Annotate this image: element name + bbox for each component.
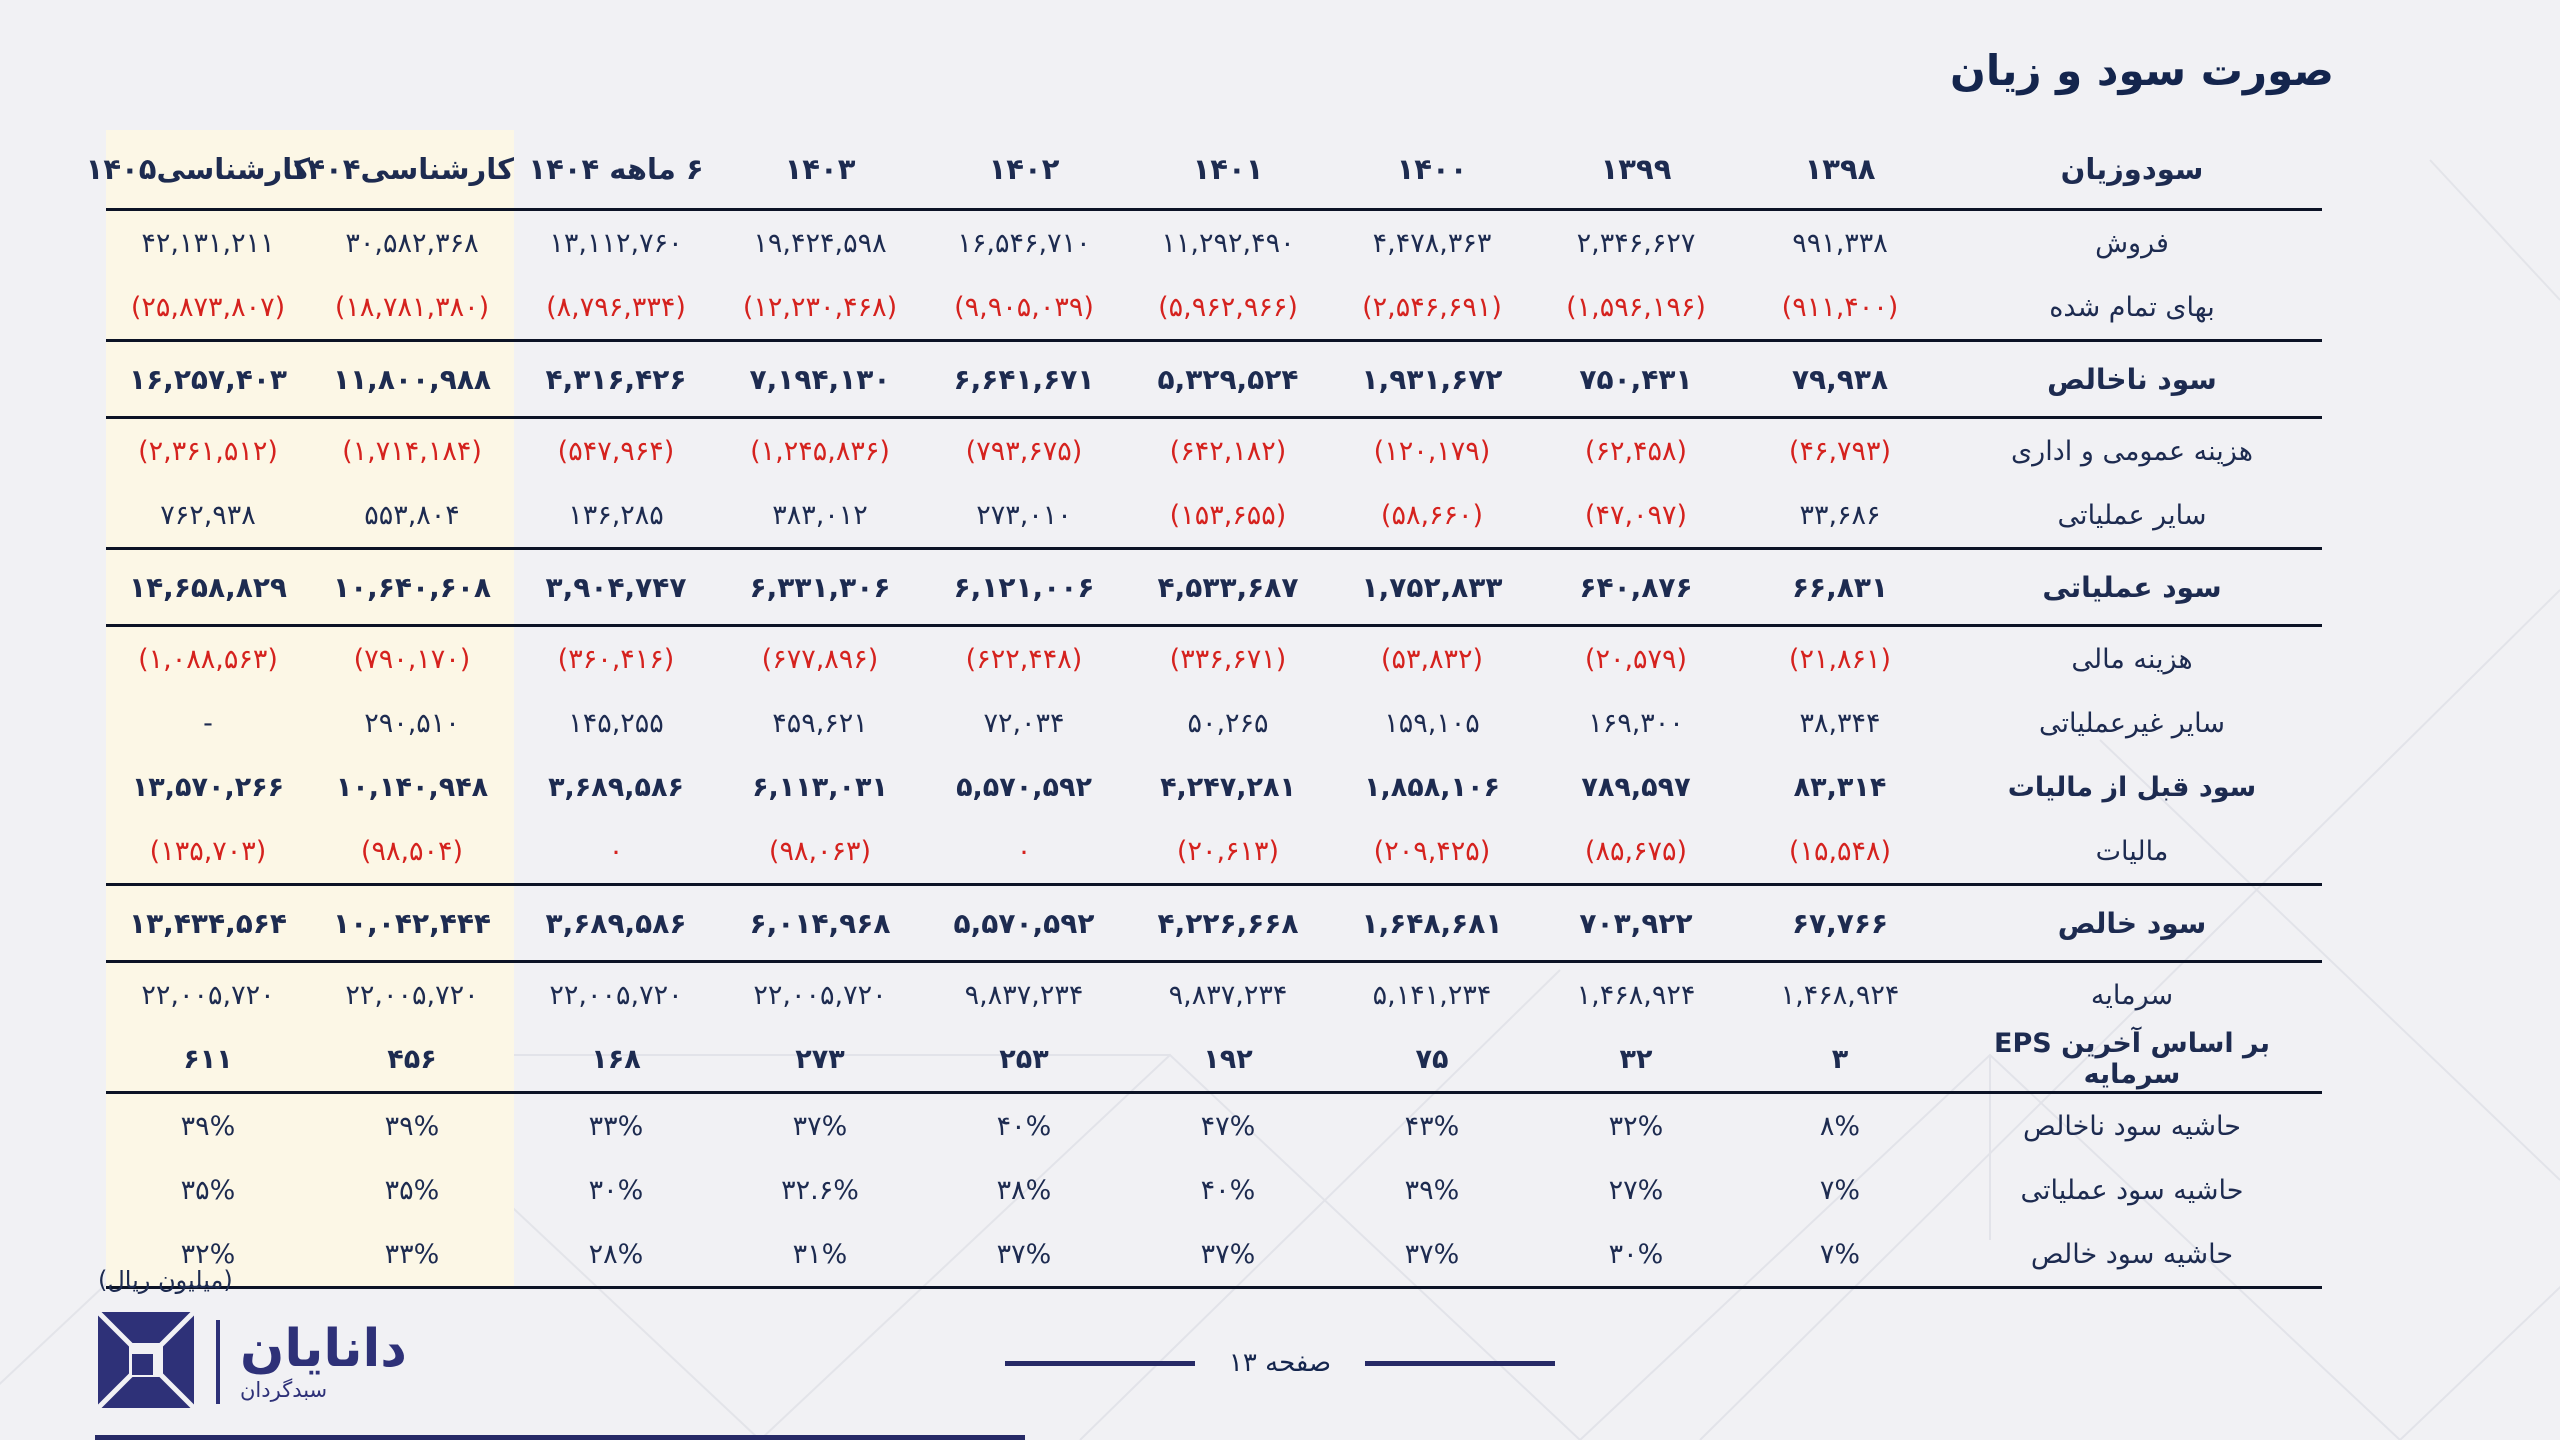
logo-subtitle: سبدگردان xyxy=(240,1378,328,1403)
cell-value: ۱۰,۶۴۰,۶۰۸ xyxy=(310,549,514,626)
cell-value: ۲۲,۰۰۵,۷۲۰ xyxy=(549,979,683,1011)
cell-value: (۱,۷۱۴,۱۸۴) xyxy=(310,418,514,484)
cell-value: ۱۶۹,۳۰۰ xyxy=(1588,707,1684,739)
cell-value: ۳۸% xyxy=(996,1174,1052,1206)
cell-value: ۹۹۱,۳۳۸ xyxy=(1792,227,1888,259)
row-label: سرمایه xyxy=(2090,979,2174,1011)
cell-value: ۲۲,۰۰۵,۷۲۰ xyxy=(310,962,514,1028)
cell-value: - xyxy=(106,691,310,755)
table-row xyxy=(106,626,2322,692)
cell-value: (۲۰,۶۱۳) xyxy=(1176,835,1280,867)
cell-value: (۲,۵۴۶,۶۹۱) xyxy=(1362,291,1502,323)
cell-value: ۱۳,۱۱۲,۷۶۰ xyxy=(549,227,683,259)
cell-value: ۳,۹۰۴,۷۴۷ xyxy=(514,549,718,626)
cell-value: (۶۷۷,۸۹۶) xyxy=(761,643,879,675)
page-indicator xyxy=(0,1348,2560,1378)
cell-value: ۲۸% xyxy=(514,1222,718,1288)
cell-value: (۶۲,۴۵۸) xyxy=(1584,435,1688,467)
cell-value: (۶۲۲,۴۴۸) xyxy=(965,643,1083,675)
cell-value: ۳۰% xyxy=(588,1174,644,1206)
row-label: فروش xyxy=(2095,227,2169,259)
cell-value: ۷۵۰,۴۳۱ xyxy=(1534,341,1738,418)
cell-value: (۲۱,۸۶۱) xyxy=(1788,643,1892,675)
table-row xyxy=(106,1222,2322,1288)
cell-value: ۲۹۰,۵۱۰ xyxy=(310,691,514,755)
cell-value: ۶,۱۱۳,۰۳۱ xyxy=(752,771,888,803)
profit-loss-table xyxy=(85,130,2322,1289)
cell-value: ۰ xyxy=(1016,835,1032,867)
cell-value: (۷۹۳,۶۷۵) xyxy=(965,435,1083,467)
cell-value: ۳۳,۶۸۶ xyxy=(1799,499,1881,531)
footer-edge-line xyxy=(95,1435,1025,1440)
table-row xyxy=(106,549,2322,626)
cell-value: ۷۰۳,۹۲۲ xyxy=(1534,885,1738,962)
cell-value: ۲۵۳ xyxy=(922,1027,1126,1093)
cell-value: ۱۹۲ xyxy=(1126,1027,1330,1093)
cell-value: ۱,۹۳۱,۶۷۲ xyxy=(1330,341,1534,418)
cell-value: ۴۵۶ xyxy=(310,1027,514,1093)
table-row xyxy=(106,691,2322,755)
cell-value: ۱۴۵,۲۵۵ xyxy=(568,707,664,739)
cell-value: ۱۶,۵۴۶,۷۱۰ xyxy=(957,227,1091,259)
cell-value: ۳۵% xyxy=(106,1158,310,1222)
cell-value: ۳ xyxy=(1738,1027,1942,1093)
cell-value: ۴۷% xyxy=(1200,1110,1256,1142)
cell-value: (۱۵۳,۶۵۵) xyxy=(1169,499,1287,531)
cell-value: (۲۰۹,۴۲۵) xyxy=(1373,835,1491,867)
cell-value: ۳۲ xyxy=(1534,1027,1738,1093)
cell-value: ۴۰% xyxy=(996,1110,1052,1142)
row-label: حاشیه سود ناخالص xyxy=(2023,1110,2241,1142)
cell-value: ۱۱,۸۰۰,۹۸۸ xyxy=(310,341,514,418)
cell-value: ۶,۱۲۱,۰۰۶ xyxy=(922,549,1126,626)
year-column-header: کارشناسی۱۴۰۴ xyxy=(310,130,514,210)
cell-value: ۴۵۹,۶۲۱ xyxy=(772,707,868,739)
cell-value: ۸% xyxy=(1819,1110,1861,1142)
cell-value: ۳۰% xyxy=(1534,1222,1738,1288)
cell-value: ۱,۴۶۸,۹۲۴ xyxy=(1780,979,1900,1011)
row-label: سود عملیاتی xyxy=(1942,549,2322,626)
logo-brand-name: دانایان xyxy=(240,1318,407,1379)
cell-value: ۸۳,۳۱۴ xyxy=(1793,771,1887,803)
page-rule-right xyxy=(1365,1361,1555,1366)
year-column-header: ۱۳۹۹ xyxy=(1534,130,1738,210)
cell-value: ۶,۰۱۴,۹۶۸ xyxy=(718,885,922,962)
cell-value: ۱۴,۶۵۸,۸۲۹ xyxy=(106,549,310,626)
row-label: سود خالص xyxy=(1942,885,2322,962)
cell-value: (۴۷,۰۹۷) xyxy=(1584,499,1688,531)
cell-value: ۲۷% xyxy=(1608,1174,1664,1206)
cell-value: ۶,۶۴۱,۶۷۱ xyxy=(922,341,1126,418)
cell-value: ۵,۵۷۰,۵۹۲ xyxy=(956,771,1092,803)
table-row xyxy=(106,483,2322,549)
cell-value: ۳,۶۸۹,۵۸۶ xyxy=(548,771,684,803)
cell-value: (۲۰,۵۷۹) xyxy=(1584,643,1688,675)
cell-value: ۴,۲۴۷,۲۸۱ xyxy=(1160,771,1296,803)
cell-value: (۳۶۰,۴۱۶) xyxy=(557,643,675,675)
cell-value: ۳۱% xyxy=(718,1222,922,1288)
cell-value: ۵,۵۷۰,۵۹۲ xyxy=(922,885,1126,962)
cell-value: ۴۳% xyxy=(1404,1110,1460,1142)
cell-value: ۷۹,۹۳۸ xyxy=(1738,341,1942,418)
cell-value: ۳۳% xyxy=(310,1222,514,1288)
cell-value: (۵,۹۶۲,۹۶۶) xyxy=(1158,291,1298,323)
cell-value: (۱۳۵,۷۰۳) xyxy=(106,819,310,885)
cell-value: ۱۱,۲۹۲,۴۹۰ xyxy=(1161,227,1295,259)
cell-value: ۹,۸۳۷,۲۳۴ xyxy=(964,979,1084,1011)
cell-value: (۹۱۱,۴۰۰) xyxy=(1781,291,1899,323)
cell-value: (۶۴۲,۱۸۲) xyxy=(1169,435,1287,467)
cell-value: ۵,۳۲۹,۵۲۴ xyxy=(1126,341,1330,418)
cell-value: ۲۲,۰۰۵,۷۲۰ xyxy=(753,979,887,1011)
cell-value: ۳,۶۸۹,۵۸۶ xyxy=(514,885,718,962)
cell-value: ۱۳,۴۳۴,۵۶۴ xyxy=(106,885,310,962)
cell-value: (۱,۰۸۸,۵۶۳) xyxy=(106,626,310,692)
cell-value: (۹,۹۰۵,۰۳۹) xyxy=(954,291,1094,323)
cell-value: ۶۶,۸۳۱ xyxy=(1738,549,1942,626)
row-label: سایر عملیاتی xyxy=(2057,499,2207,531)
row-label: هزینه عمومی و اداری xyxy=(2011,435,2253,467)
cell-value: ۳۷% xyxy=(1126,1222,1330,1288)
cell-value: ۴,۲۲۶,۶۶۸ xyxy=(1126,885,1330,962)
page-number-label: صفحه ۱۳ xyxy=(1228,1348,1332,1378)
table-row xyxy=(106,1027,2322,1093)
cell-value: (۱۲,۲۳۰,۴۶۸) xyxy=(742,291,898,323)
table-row xyxy=(106,1158,2322,1222)
cell-value: ۵,۱۴۱,۲۳۴ xyxy=(1372,979,1492,1011)
page-rule-left xyxy=(1005,1361,1195,1366)
row-label: هزینه مالی xyxy=(2071,643,2193,675)
cell-value: ۱,۶۴۸,۶۸۱ xyxy=(1330,885,1534,962)
cell-value: ۳۳% xyxy=(588,1110,644,1142)
year-column-header: کارشناسی۱۴۰۵ xyxy=(106,130,310,210)
cell-value: ۳۷% xyxy=(792,1110,848,1142)
unit-note: (میلیون ریال) xyxy=(98,1266,233,1294)
row-label-header: سودوزیان xyxy=(1942,130,2322,210)
year-column-header: ۱۴۰۳ xyxy=(718,130,922,210)
row-label: سایر غیرعملیاتی xyxy=(2038,707,2226,739)
cell-value: ۲,۳۴۶,۶۲۷ xyxy=(1576,227,1696,259)
row-label: بهای تمام شده xyxy=(2049,291,2215,323)
header-row xyxy=(106,130,2322,210)
cell-value: (۳۳۶,۶۷۱) xyxy=(1169,643,1287,675)
cell-value: ۷% xyxy=(1738,1222,1942,1288)
cell-value: ۱۵۹,۱۰۵ xyxy=(1384,707,1480,739)
cell-value: ۳۲.۶% xyxy=(781,1174,859,1206)
cell-value: ۲۷۳,۰۱۰ xyxy=(976,499,1072,531)
cell-value: ۱۰,۰۴۲,۴۴۴ xyxy=(310,885,514,962)
cell-value: ۷,۱۹۴,۱۳۰ xyxy=(718,341,922,418)
year-column-header: ۶ ماهه ۱۴۰۴ xyxy=(514,130,718,210)
page-title: صورت سود و زیان xyxy=(1949,46,2334,95)
row-label: سود قبل از مالیات xyxy=(2007,771,2257,803)
cell-value: (۷۹۰,۱۷۰) xyxy=(310,626,514,692)
table-row xyxy=(106,418,2322,484)
cell-value: ۳۷% xyxy=(922,1222,1126,1288)
year-column-header: ۱۴۰۰ xyxy=(1330,130,1534,210)
table-row xyxy=(106,1093,2322,1159)
cell-value: ۱۳,۵۷۰,۲۶۶ xyxy=(106,755,310,819)
cell-value: ۲۷۳ xyxy=(718,1027,922,1093)
cell-value: (۱,۲۴۵,۸۳۶) xyxy=(750,435,890,467)
cell-value: ۰ xyxy=(608,835,624,867)
cell-value: ۱۶,۲۵۷,۴۰۳ xyxy=(106,341,310,418)
cell-value: ۵۰,۲۶۵ xyxy=(1187,707,1269,739)
cell-value: (۸۵,۶۷۵) xyxy=(1584,835,1688,867)
cell-value: ۴,۴۷۸,۳۶۳ xyxy=(1372,227,1492,259)
cell-value: ۶۱۱ xyxy=(106,1027,310,1093)
row-label: مالیات xyxy=(2095,835,2169,867)
cell-value: ۳۹% xyxy=(1404,1174,1460,1206)
cell-value: ۳۸,۳۴۴ xyxy=(1799,707,1881,739)
cell-value: ۱۶۸ xyxy=(514,1027,718,1093)
cell-value: (۹۸,۰۶۳) xyxy=(768,835,872,867)
cell-value: ۷% xyxy=(1819,1174,1861,1206)
cell-value: (۱۲۰,۱۷۹) xyxy=(1373,435,1491,467)
cell-value: (۱۸,۷۸۱,۳۸۰) xyxy=(310,275,514,341)
cell-value: ۱۳۶,۲۸۵ xyxy=(568,499,664,531)
row-label: EPS بر اساس آخرین سرمایه xyxy=(1942,1027,2322,1093)
table-row xyxy=(106,755,2322,819)
cell-value: (۵۳,۸۳۲) xyxy=(1380,643,1484,675)
cell-value: ۱۹,۴۲۴,۵۹۸ xyxy=(753,227,887,259)
table-row xyxy=(106,962,2322,1028)
cell-value: ۳۰,۵۸۲,۳۶۸ xyxy=(310,210,514,276)
cell-value: ۶۷,۷۶۶ xyxy=(1738,885,1942,962)
cell-value: (۴۶,۷۹۳) xyxy=(1788,435,1892,467)
cell-value: ۳۲% xyxy=(1608,1110,1664,1142)
row-label: حاشیه سود خالص xyxy=(1942,1222,2322,1288)
cell-value: ۳۹% xyxy=(106,1093,310,1159)
cell-value: ۴,۳۱۶,۴۲۶ xyxy=(514,341,718,418)
cell-value: ۷۸۹,۵۹۷ xyxy=(1581,771,1691,803)
table-row xyxy=(106,819,2322,885)
cell-value: (۵۴۷,۹۶۴) xyxy=(557,435,675,467)
row-label: حاشیه سود عملیاتی xyxy=(2020,1174,2244,1206)
cell-value: ۵۵۳,۸۰۴ xyxy=(310,483,514,549)
cell-value: (۸,۷۹۶,۳۳۴) xyxy=(546,291,686,323)
cell-value: ۱۰,۱۴۰,۹۴۸ xyxy=(310,755,514,819)
cell-value: (۱۵,۵۴۸) xyxy=(1788,835,1892,867)
table-row xyxy=(106,341,2322,418)
cell-value: ۹,۸۳۷,۲۳۴ xyxy=(1168,979,1288,1011)
cell-value: ۲۲,۰۰۵,۷۲۰ xyxy=(106,962,310,1028)
cell-value: (۱,۵۹۶,۱۹۶) xyxy=(1566,291,1706,323)
cell-value: ۱,۴۶۸,۹۲۴ xyxy=(1576,979,1696,1011)
cell-value: ۴,۵۳۳,۶۸۷ xyxy=(1126,549,1330,626)
cell-value: ۳۹% xyxy=(310,1093,514,1159)
cell-value: ۴۲,۱۳۱,۲۱۱ xyxy=(106,210,310,276)
cell-value: ۳۷% xyxy=(1330,1222,1534,1288)
cell-value: ۱,۸۵۸,۱۰۶ xyxy=(1364,771,1500,803)
table-row xyxy=(106,885,2322,962)
table-row xyxy=(106,210,2322,276)
cell-value: ۷۶۲,۹۳۸ xyxy=(106,483,310,549)
cell-value: (۵۸,۶۶۰) xyxy=(1380,499,1484,531)
cell-value: ۱,۷۵۲,۸۳۳ xyxy=(1330,549,1534,626)
cell-value: ۶,۳۳۱,۳۰۶ xyxy=(718,549,922,626)
cell-value: ۴۰% xyxy=(1200,1174,1256,1206)
row-label: سود ناخالص xyxy=(1942,341,2322,418)
cell-value: (۲,۳۶۱,۵۱۲) xyxy=(106,418,310,484)
cell-value: (۹۸,۵۰۴) xyxy=(310,819,514,885)
year-column-header: ۱۴۰۲ xyxy=(922,130,1126,210)
cell-value: ۳۵% xyxy=(310,1158,514,1222)
table-row xyxy=(106,275,2322,341)
cell-value: ۶۴۰,۸۷۶ xyxy=(1534,549,1738,626)
cell-value: (۲۵,۸۷۳,۸۰۷) xyxy=(106,275,310,341)
year-column-header: ۱۴۰۱ xyxy=(1126,130,1330,210)
year-column-header: ۱۳۹۸ xyxy=(1738,130,1942,210)
cell-value: ۷۵ xyxy=(1330,1027,1534,1093)
cell-value: ۳۸۳,۰۱۲ xyxy=(772,499,868,531)
cell-value: ۷۲,۰۳۴ xyxy=(983,707,1065,739)
cell-value: ۳۲% xyxy=(106,1222,310,1288)
